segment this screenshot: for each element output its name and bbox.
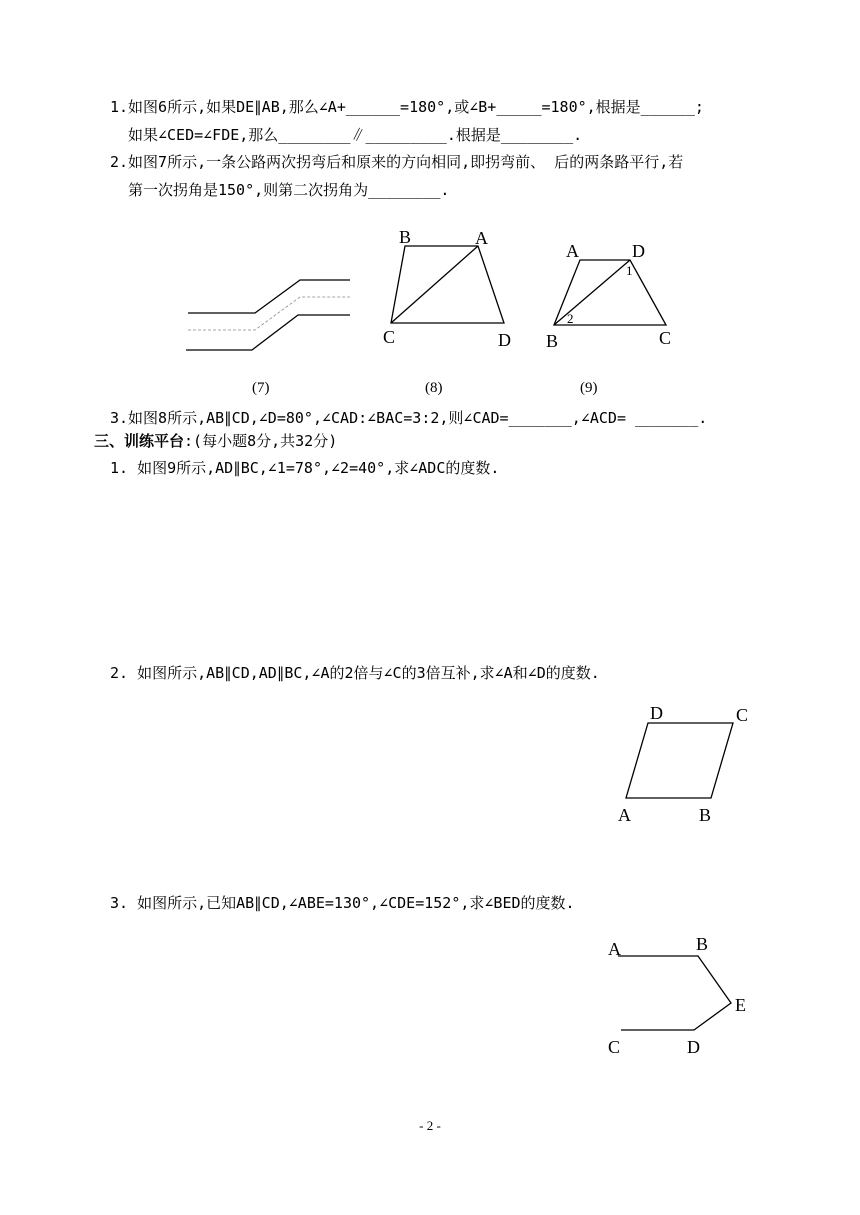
para-label-d: D [650,703,663,723]
bend-figure [618,956,731,1030]
caption-figure-9: (9) [580,380,598,396]
page-number: - 2 - [419,1118,441,1133]
para-label-a: A [618,805,631,825]
q2-line2: 第一次拐角是150°,则第二次拐角为________. [128,181,450,199]
section3-heading-rest: :(每小题8分,共32分) [184,432,338,450]
parallelogram-figure [626,723,733,798]
fig9-label-c: C [659,328,672,348]
fig8-label-b: B [399,227,412,247]
fig9-label-b: B [546,331,559,351]
fig8-label-a: A [475,228,488,248]
fig9-label-a: A [566,241,579,261]
caption-figure-8: (8) [425,380,443,396]
para-label-c: C [736,705,749,725]
fig8-label-d: D [498,330,511,350]
section3-heading [94,431,337,451]
q3-line1: 3.如图8所示,AB∥CD,∠D=80°,∠CAD:∠BAC=3:2,则∠CAD=_______,∠ACD= _______. [110,409,708,427]
section3-problem-2: 2. 如图所示,AB∥CD,AD∥BC,∠A的2倍与∠C的3倍互补,求∠A和∠D的度数. [110,664,600,682]
fig8-label-c: C [383,327,396,347]
bend-label-a: A [608,939,621,959]
para-label-b: B [699,805,712,825]
section3-heading-bold: 三、训练平台 [94,432,185,450]
figure-7-road [186,280,350,350]
bend-label-e: E [735,995,746,1015]
section3-problem-3: 3. 如图所示,已知AB∥CD,∠ABE=130°,∠CDE=152°,求∠BED的度数. [110,894,575,912]
bend-label-d: D [687,1037,700,1057]
q1-line2: 如果∠CED=∠FDE,那么________∥_________.根据是________. [128,126,583,144]
fig9-angle-1: 1 [626,263,633,278]
q1-line1: 1.如图6所示,如果DE∥AB,那么∠A+______=180°,或∠B+_____=180°,根据是______; [110,98,704,116]
bend-label-b: B [696,934,709,954]
figure-8-trapezoid [391,246,504,323]
section3-problem-1: 1. 如图9所示,AD∥BC,∠1=78°,∠2=40°,求∠ADC的度数. [110,459,500,477]
q2-line1: 2.如图7所示,一条公路两次拐弯后和原来的方向相同,即拐弯前、 后的两条路平行,若 [110,153,684,171]
fig9-angle-2: 2 [567,311,574,326]
fig9-label-d: D [632,241,645,261]
caption-figure-7: (7) [252,380,270,396]
bend-label-c: C [608,1037,621,1057]
